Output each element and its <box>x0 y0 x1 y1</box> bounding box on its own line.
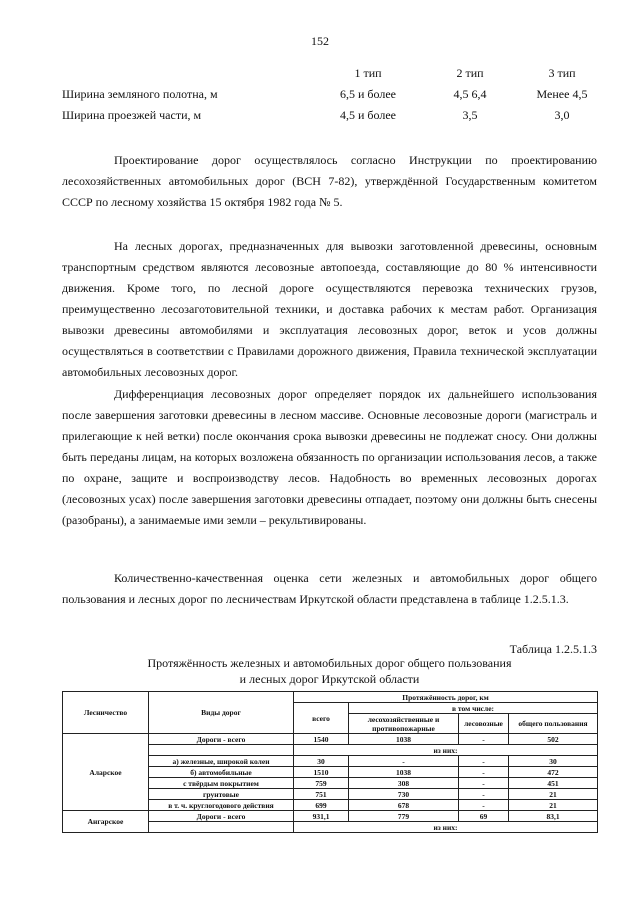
table-row <box>63 811 598 822</box>
road-type-cell: грунтовые <box>149 789 294 800</box>
spec-cell: 3,5 <box>462 108 478 122</box>
public-cell: 502 <box>509 734 598 745</box>
public-cell: 21 <box>509 800 598 811</box>
spec-row <box>62 108 602 129</box>
total-cell: 30 <box>294 756 349 767</box>
public-cell: 21 <box>509 789 598 800</box>
forest-cell: - <box>349 756 459 767</box>
spec-cell: Менее 4,5 <box>536 87 588 101</box>
table-header-row <box>63 692 598 703</box>
spec-header-type3: 3 тип <box>548 66 576 80</box>
spec-cell: 3,0 <box>554 108 570 122</box>
paragraph-assessment: Количественно-качественная оценка сети железных и автомобильных дорог общего пользования и лесных дорог по лесничествам Иркутской области представлена в таблице 1.2.5.1.3. <box>62 571 597 606</box>
spec-header-row <box>62 66 602 87</box>
road-type-cell: а) железные, широкой колеи <box>149 756 294 767</box>
forest-cell: 730 <box>349 789 459 800</box>
header-public: общего пользования <box>509 714 598 734</box>
spec-header-type2: 2 тип <box>456 66 484 80</box>
forestry-name: Ангарское <box>63 811 149 833</box>
logging-cell: - <box>459 734 509 745</box>
header-logging: лесовозные <box>459 714 509 734</box>
forest-cell: 678 <box>349 800 459 811</box>
total-cell: 751 <box>294 789 349 800</box>
road-type-cell: б) автомобильные <box>149 767 294 778</box>
spec-cell: 6,5 и более <box>339 87 396 101</box>
logging-cell: - <box>459 778 509 789</box>
total-cell: 759 <box>294 778 349 789</box>
total-cell: 699 <box>294 800 349 811</box>
roads-table <box>62 691 598 833</box>
total-cell: 1510 <box>294 767 349 778</box>
header-forest-fire: лесохозяйственные и противопожарные <box>349 714 459 734</box>
public-cell: 30 <box>509 756 598 767</box>
public-cell: 451 <box>509 778 598 789</box>
forest-cell: 1038 <box>349 734 459 745</box>
header-total: всего <box>294 703 349 734</box>
table-title-line2: и лесных дорог Иркутской области <box>239 672 420 686</box>
spec-header-type1: 1 тип <box>354 66 382 80</box>
spec-row-label: Ширина земляного полотна, м <box>62 87 218 101</box>
paragraph-transport: На лесных дорогах, предназначенных для вывозки заготовленной древесины, основным транспортным средством являются лесовозные автопоезда, составляющие до 80 % интенсивности движения. Кроме того, по лесной дороге осуществляются перевозка технических грузов, преимущественно лесозаготовительной техники, и доставка рабочих к местам работ. Организация вывозки древесины автомобилями и эксплуатация лесовозных дорог, веток и усов должны осуществляться в соответствии с Правилами дорожного движения, Правила технической эксплуатации автомобильных лесовозных дорог. <box>62 239 597 379</box>
header-length: Протяжённость дорог, км <box>294 692 598 703</box>
total-cell: 931,1 <box>294 811 349 822</box>
forest-cell: 1038 <box>349 767 459 778</box>
forest-cell: 779 <box>349 811 459 822</box>
road-type-cell: Дороги - всего <box>149 811 294 822</box>
header-road-types: Виды дорог <box>149 692 294 734</box>
road-spec-table <box>62 66 602 129</box>
spec-cell: 4,5 6,4 <box>453 87 487 101</box>
page-number: 152 <box>311 34 329 48</box>
road-type-cell: Дороги - всего <box>149 734 294 745</box>
table-number: Таблица 1.2.5.1.3 <box>509 642 597 656</box>
header-forestry: Лесничество <box>63 692 149 734</box>
logging-cell: - <box>459 767 509 778</box>
spec-row <box>62 87 602 108</box>
total-cell: 1540 <box>294 734 349 745</box>
subheader-cell: из них: <box>294 745 598 756</box>
road-type-cell: с твёрдым покрытием <box>149 778 294 789</box>
spec-cell: 4,5 и более <box>339 108 396 122</box>
subheader-cell: из них: <box>294 822 598 833</box>
spec-row-label: Ширина проезжей части, м <box>62 108 202 122</box>
table-row <box>63 734 598 745</box>
logging-cell: - <box>459 756 509 767</box>
road-type-cell: в т. ч. круглогодового действия <box>149 800 294 811</box>
logging-cell: - <box>459 789 509 800</box>
forestry-name: Аларское <box>63 734 149 811</box>
public-cell: 472 <box>509 767 598 778</box>
paragraph-design: Проектирование дорог осуществлялось согласно Инструкции по проектированию лесохозяйственных автомобильных дорог (ВСН 7-82), утверждённой Государственным комитетом СССР по лесному хозяйства 15 октября 1982 года № 5. <box>62 153 597 209</box>
paragraph-differentiation: Дифференциация лесовозных дорог определяет порядок их дальнейшего использования после завершения заготовки древесины в лесном массиве. Основные лесовозные дороги (магистраль и прилегающие к ней ветки) после окончания срока вывозки древесины не подлежат сносу. Они должны быть переданы лицам, на которых возложена обязанность по организации использования лесов, а также по охране, защите и воспроизводству лесов. Надобность во временных лесовозных дорогах (лесовозных усах) после завершения заготовки древесины отпадает, поэтому они должны быть снесены (разобраны), а занимаемые ими земли – рекультивированы. <box>62 387 597 527</box>
public-cell: 83,1 <box>509 811 598 822</box>
header-including: в том числе: <box>349 703 598 714</box>
forest-cell: 308 <box>349 778 459 789</box>
logging-cell: 69 <box>459 811 509 822</box>
table-title-line1: Протяжённость железных и автомобильных дорог общего пользования <box>147 656 512 670</box>
logging-cell: - <box>459 800 509 811</box>
